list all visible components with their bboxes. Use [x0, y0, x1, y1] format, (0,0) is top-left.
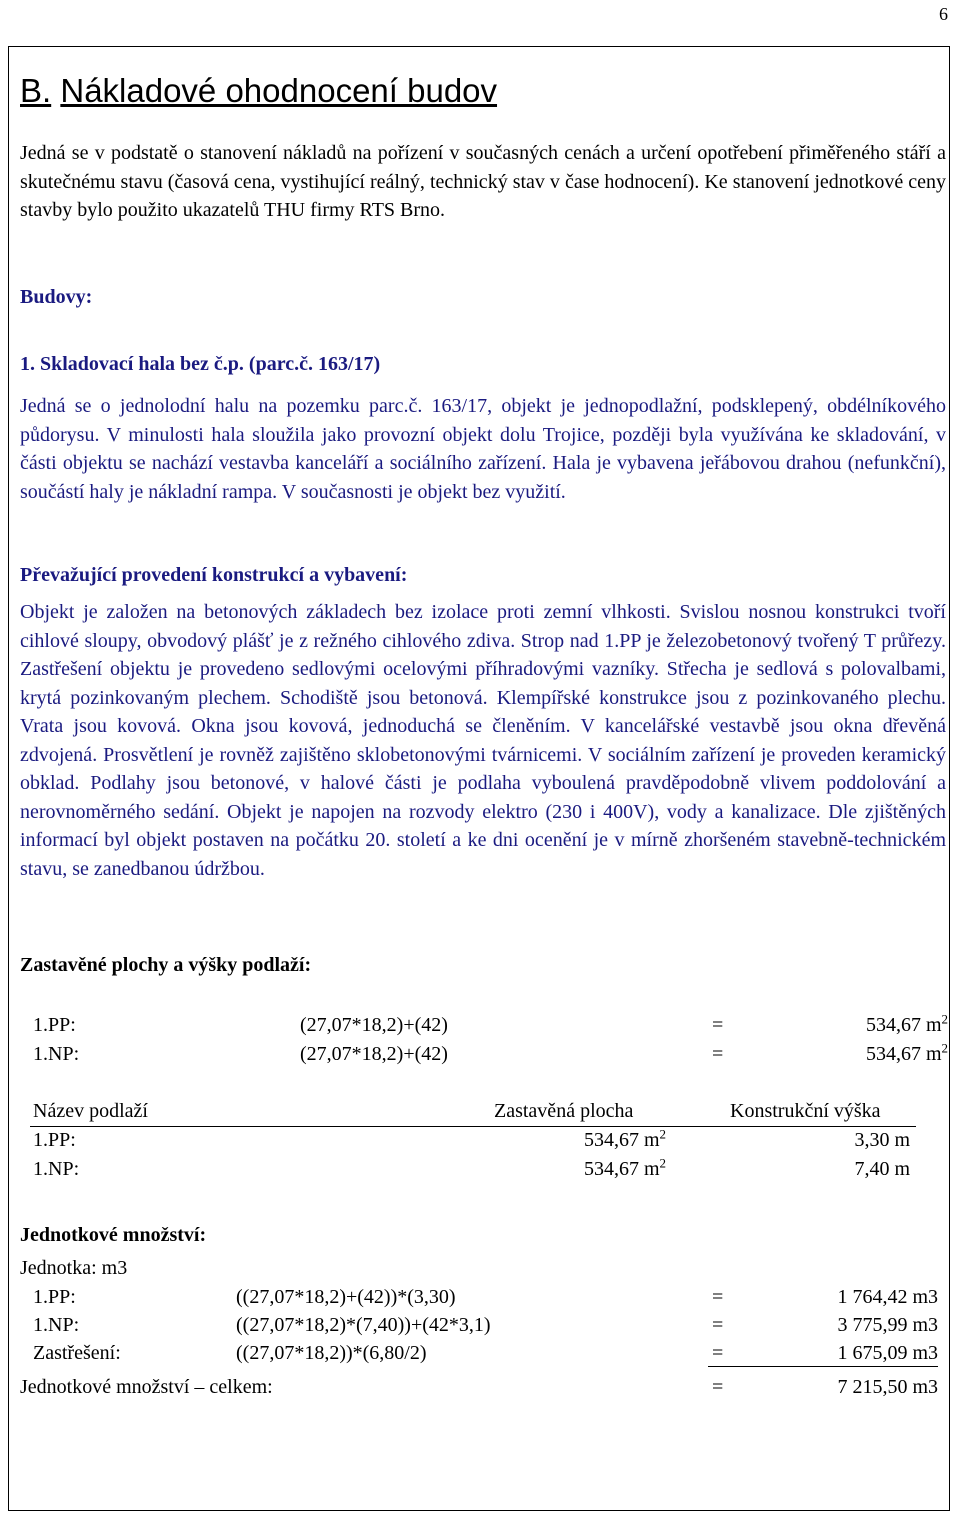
total-eq: = — [712, 1376, 724, 1398]
unit-row-formula: ((27,07*18,2)*(7,40))+(42*3,1) — [236, 1314, 491, 1336]
floor-table-row-height: 3,30 m — [854, 1129, 910, 1151]
area-row-eq: = — [712, 1014, 724, 1036]
area-row-eq: = — [712, 1043, 724, 1065]
area-row-value — [865, 1011, 948, 1037]
floor-table-header-area: Zastavěná plocha — [494, 1100, 634, 1122]
unit-sum-rule — [708, 1366, 938, 1367]
floor-table-header-name: Název podlaží — [33, 1100, 148, 1122]
floor-table-row-area-text: 534,67 m — [583, 1158, 660, 1180]
floor-table-row-area — [583, 1155, 666, 1181]
unit-row-eq: = — [712, 1314, 724, 1336]
floor-table-row-height: 7,40 m — [854, 1158, 910, 1180]
area-row-value-text: 534,67 m — [865, 1014, 942, 1036]
section-title-text: Nákladové ohodnocení budov — [60, 72, 498, 109]
area-row-value — [865, 1040, 948, 1066]
area-row-formula: (27,07*18,2)+(42) — [300, 1043, 448, 1065]
unit-row-formula: ((27,07*18,2))*(6,80/2) — [236, 1342, 427, 1364]
total-label: Jednotkové množství – celkem: — [20, 1376, 273, 1398]
unit-row-label: 1.PP: — [33, 1286, 76, 1308]
intro-paragraph: Jedná se v podstatě o stanovení nákladů na pořízení v současných cenách a určení opotřebení přiměřeného stáří a skutečnému stavu (časová cena, vystihující reálný, technický stav v čase hodnocení). Ke stanovení jednotkové ceny stavby bylo použito ukazatelů THU firmy RTS Brno. — [20, 142, 946, 221]
section-letter: B. — [20, 72, 52, 109]
floor-table-row-name: 1.PP: — [33, 1129, 76, 1151]
unit-row-value: 1 764,42 m3 — [837, 1286, 938, 1308]
unit-row-eq: = — [712, 1286, 724, 1308]
construction-text: Objekt je založen na betonových základech bez izolace proti zemní vlhkosti. Svislou nosnou konstrukci tvoří cihlové sloupy, obvodový plášť je z režného cihlového zdiva. Strop nad 1.PP je železobetonový tvořený T průřezy. Zastřešení objektu je provedeno sedlovými ocelovými příhradovými vazníky. Střecha je sedlová s polovalbami, krytá pozinkovaným plechem. Schodiště jsou betonová. Klempířské konstrukce jsou z pozinkovaného plechu. Vrata jsou kovová. Okna jsou kovová, jednoduchá se členěním. V kancelářské vestavbě jsou okna dřevěná zdvojená. Prosvětlení je rovněž zajištěno sklobetonovými tvárnicemi. V sociálním zařízení je proveden keramický obklad. Podlahy jsou betonové, v halové části je podlaha vyboulená pravděpodobně vlivem poddolování a nerovnoměrného sedání. Objekt je napojen na rozvody elektro (230 i 400V), vody a kanalizace. Dle zjištěných informací byl objekt postaven na počátku 20. století a ke dni ocenění je v mírně zhoršeném stavebně-technickém stavu, se zanedbanou údržbou. — [20, 601, 946, 880]
unit-row-label: Zastřešení: — [33, 1342, 121, 1364]
construction-paragraph — [20, 598, 946, 883]
section-title — [20, 72, 497, 110]
floor-table-row-name: 1.NP: — [33, 1158, 80, 1180]
unit-row-label: 1.NP: — [33, 1314, 80, 1336]
unit-label: Jednotka: m3 — [20, 1257, 128, 1279]
total-value: 7 215,50 m3 — [837, 1376, 938, 1398]
area-row-exp: 2 — [941, 1011, 948, 1027]
unit-row-eq: = — [712, 1342, 724, 1364]
floor-table-row-exp: 2 — [659, 1155, 666, 1171]
units-heading: Jednotkové množství: — [20, 1224, 207, 1246]
areas-heading: Zastavěné plochy a výšky podlaží: — [20, 954, 312, 976]
floor-table-header-rule — [30, 1126, 916, 1127]
unit-row-value: 1 675,09 m3 — [837, 1342, 938, 1364]
building-description-text: Jedná se o jednolodní halu na pozemku parc.č. 163/17, objekt je jednopodlažní, podsklepený, obdélníkového půdorysu. V minulosti hala sloužila jako provozní objekt dolu Trojice, později byla využívána ke skladování, v části objektu se nachází vestavba kanceláří a sociálního zařízení. Hala je vybavena jeřábovou drahou (nefunkční), součástí haly je nákladní rampa. V současnosti je objekt bez využití. — [20, 395, 946, 503]
unit-row-value: 3 775,99 m3 — [837, 1314, 938, 1336]
floor-table-row-area-text: 534,67 m — [583, 1129, 660, 1151]
area-row-value-text: 534,67 m — [865, 1043, 942, 1065]
floor-table-row-area — [583, 1126, 666, 1152]
area-row-label: 1.NP: — [33, 1043, 80, 1065]
building-title: 1. Skladovací hala bez č.p. (parc.č. 163/17) — [20, 353, 381, 375]
unit-row-formula: ((27,07*18,2)+(42))*(3,30) — [236, 1286, 456, 1308]
area-row-exp: 2 — [941, 1040, 948, 1056]
budovy-heading: Budovy: — [20, 286, 93, 308]
area-row-label: 1.PP: — [33, 1014, 76, 1036]
floor-table-header-height: Konstrukční výška — [730, 1100, 881, 1122]
page-number: 6 — [939, 4, 948, 24]
floor-table-row-exp: 2 — [659, 1126, 666, 1142]
area-row-formula: (27,07*18,2)+(42) — [300, 1014, 448, 1036]
building-description — [20, 392, 946, 506]
construction-heading: Převažující provedení konstrukcí a vybavení: — [20, 564, 408, 586]
